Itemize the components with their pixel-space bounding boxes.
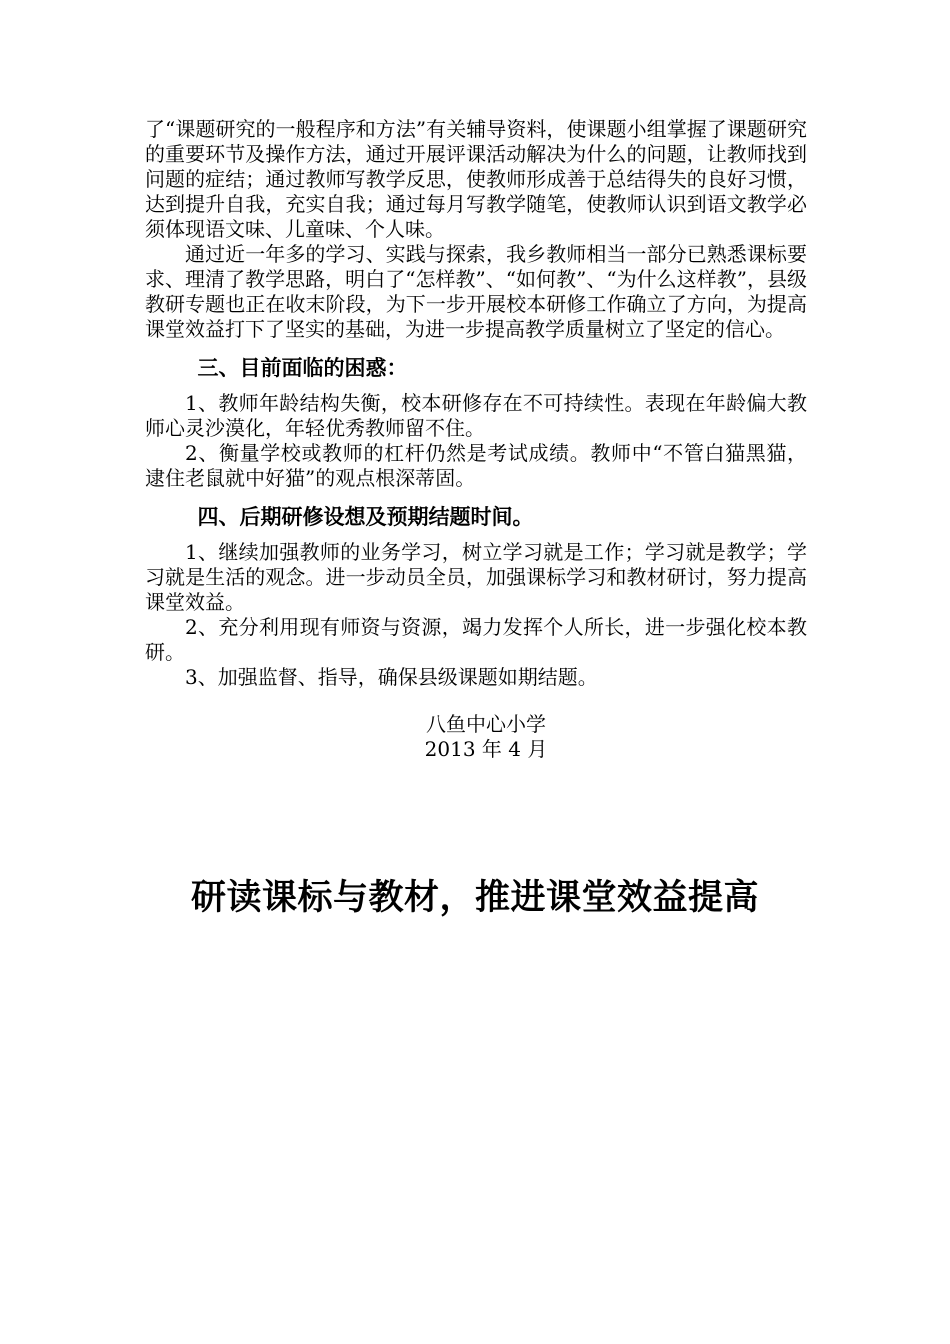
next-article-title: 研读课标与教材，推进课堂效益提高 <box>190 877 759 918</box>
difficulty-item-1: 1、教师年龄结构失衡，校本研修存在不可持续性。表现在年龄偏大教师心灵沙漠化，年轻优秀教师留不住。 <box>145 391 807 440</box>
plan-item-2: 2、充分利用现有师资与资源，竭力发挥个人所长，进一步强化校本教研。 <box>145 615 807 664</box>
signature-block <box>145 712 807 762</box>
plan-item-3: 3、加强监督、指导，确保县级课题如期结题。 <box>185 665 598 689</box>
signature-school: 八鱼中心小学 <box>426 712 546 736</box>
section-heading-difficulties: 三、目前面临的困惑： <box>197 355 408 380</box>
paragraph-continued: 了“课题研究的一般程序和方法”有关辅导资料，使课题小组掌握了课题研究的重要环节及操作方法，通过开展评课活动解决为什么的问题，让教师找到问题的症结；通过教师写教学反思，使教师形成善于总结得失的良好习惯，达到提升自我，充实自我；通过每月写教学随笔，使教师认识到语文教学必须体现语文味、儿童味、个人味。 <box>145 117 807 241</box>
signature-date: 2013 年 4 月 <box>424 737 548 761</box>
plan-item-1: 1、继续加强教师的业务学习，树立学习就是工作；学习就是教学；学习就是生活的观念。进一步动员全员，加强课标学习和教材研讨，努力提高课堂效益。 <box>145 540 807 614</box>
difficulty-item-2: 2、衡量学校或教师的杠杆仍然是考试成绩。教师中“不管白猫黑猫，逮住老鼠就中好猫”的观点根深蒂固。 <box>145 441 807 490</box>
section-heading-plans: 四、后期研修设想及预期结题时间。 <box>197 504 534 529</box>
document-body <box>145 117 807 762</box>
paragraph-summary: 通过近一年多的学习、实践与探索，我乡教师相当一部分已熟悉课标要求、理清了教学思路，明白了“怎样教”、“如何教”、“为什么这样教”，县级教研专题也正在收末阶段，为下一步开展校本研修工作确立了方向，为提高课堂效益打下了坚实的基础，为进一步提高教学质量树立了坚定的信心。 <box>145 242 807 341</box>
